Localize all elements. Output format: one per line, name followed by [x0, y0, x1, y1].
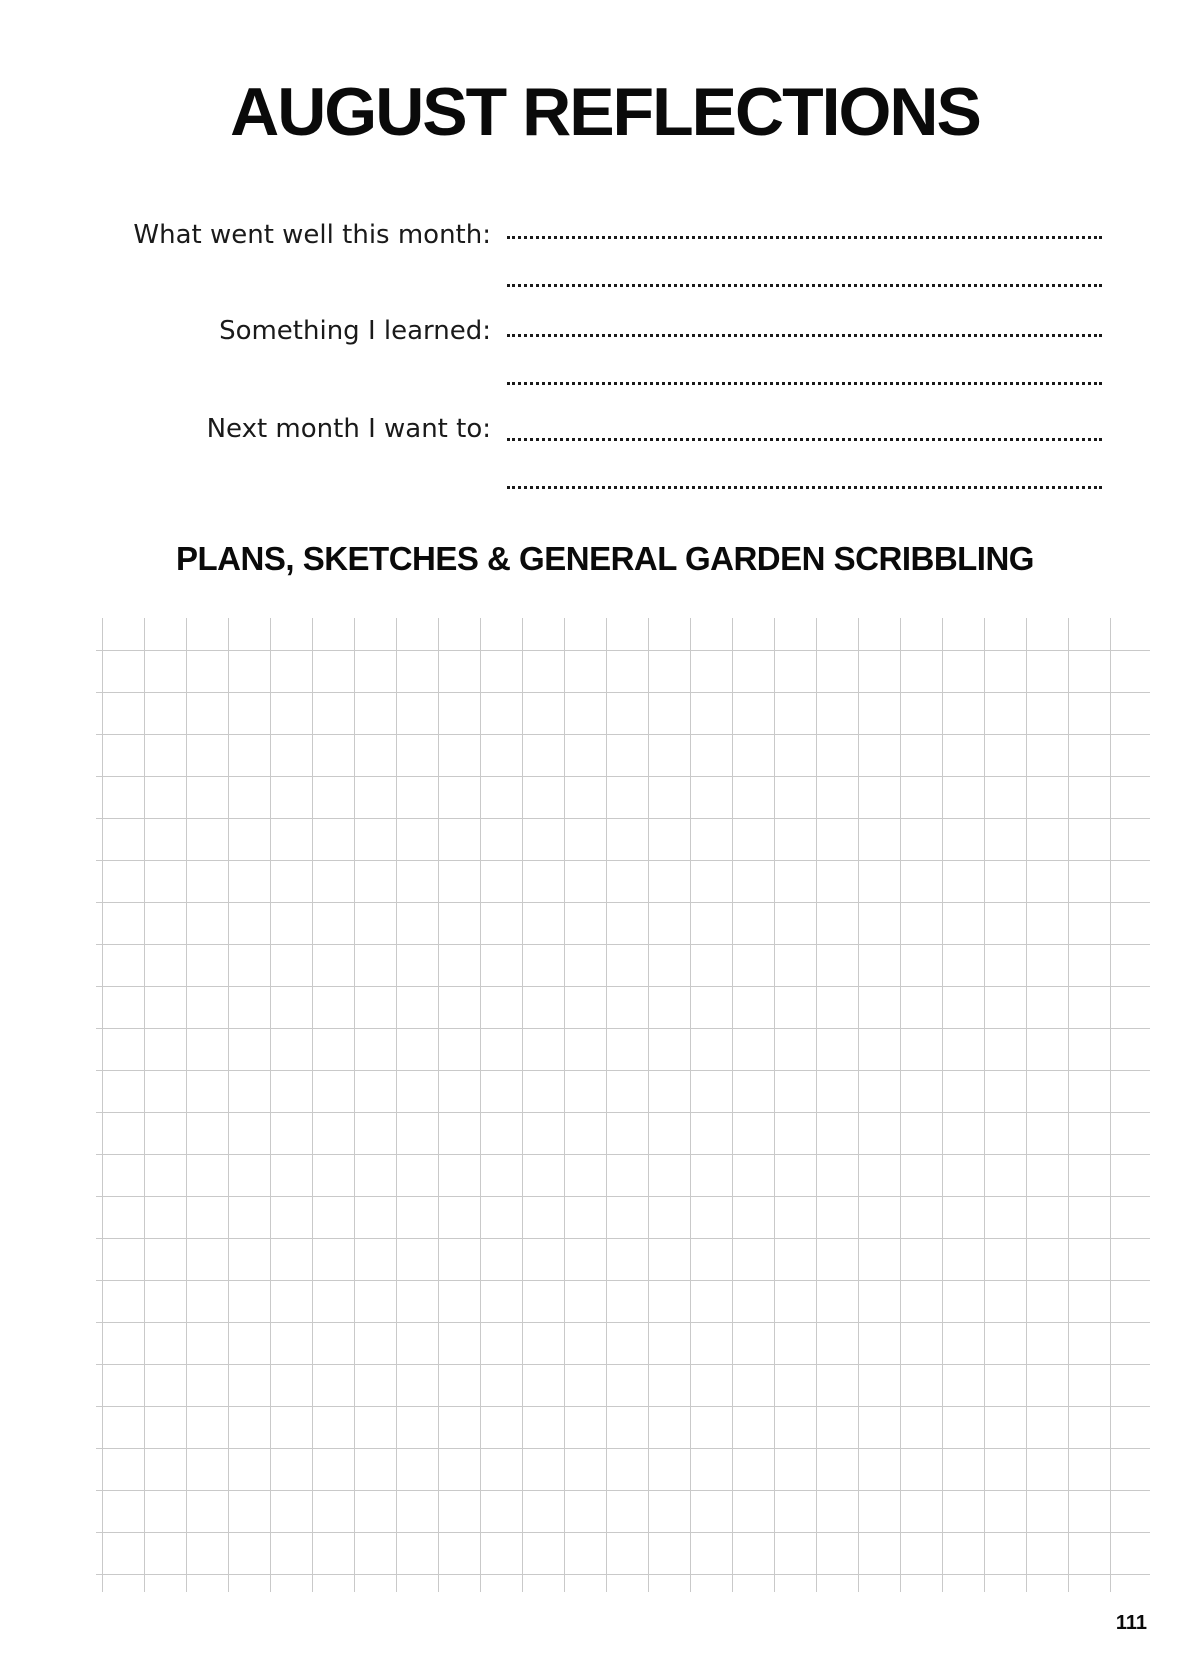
answer-line-next-month-2[interactable]	[507, 486, 1102, 489]
answer-line-went-well-1[interactable]	[507, 236, 1102, 239]
answer-line-learned-1[interactable]	[507, 334, 1102, 337]
page-number: 111	[1115, 1612, 1147, 1634]
prompt-label-next-month: Next month I want to:	[206, 414, 491, 444]
page-title: AUGUST REFLECTIONS	[230, 74, 980, 150]
prompt-label-learned: Something I learned:	[219, 316, 491, 346]
answer-line-learned-2[interactable]	[507, 382, 1102, 385]
prompt-label-went-well: What went well this month:	[133, 220, 491, 250]
sketch-grid[interactable]	[96, 618, 1150, 1592]
answer-line-went-well-2[interactable]	[507, 284, 1102, 287]
answer-line-next-month-1[interactable]	[507, 438, 1102, 441]
sketch-section-heading: PLANS, SKETCHES & GENERAL GARDEN SCRIBBLING	[176, 540, 1034, 577]
